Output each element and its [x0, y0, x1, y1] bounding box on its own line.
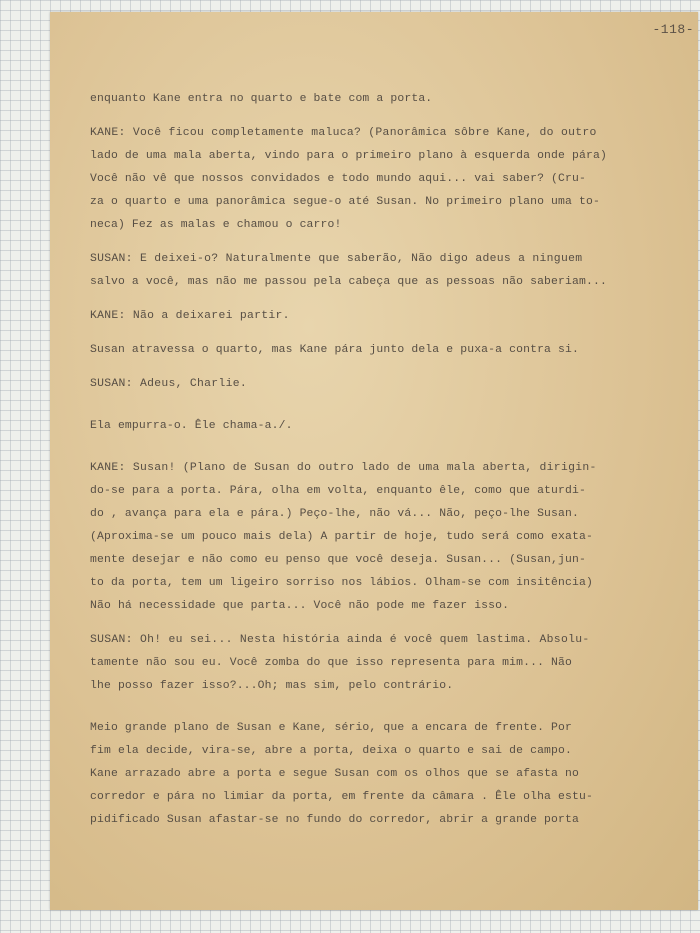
text-line: fim ela decide, vira-se, abre a porta, deixa o quarto e sai de campo.: [90, 745, 572, 757]
text-line: Você não vê que nossos convidados e todo mundo aqui... vai saber? (Cru-: [90, 173, 586, 185]
text-line: SUSAN: Oh! eu sei... Nesta história ainda é você quem lastima. Absolu-: [90, 634, 590, 646]
text-line: Não há necessidade que parta... Você não pode me fazer isso.: [90, 600, 510, 612]
paragraph-gap: [90, 362, 690, 373]
text-line: do-se para a porta. Pára, olha em volta, enquanto êle, como que aturdi-: [90, 485, 586, 497]
text-line: Ela empurra-o. Êle chama-a./.: [90, 420, 293, 432]
text-line: mente desejar e não como eu penso que você deseja. Susan... (Susan,jun-: [90, 554, 586, 566]
text-line: SUSAN: Adeus, Charlie.: [90, 378, 247, 390]
text-line: corredor e pára no limiar da porta, em frente da câmara . Êle olha estu-: [90, 791, 593, 803]
text-line: SUSAN: E deixei-o? Naturalmente que saberão, Não digo adeus a ninguem: [90, 253, 583, 265]
text-line: KANE: Você ficou completamente maluca? (Panorâmica sôbre Kane, do outro: [90, 127, 597, 139]
paragraph-gap: [90, 396, 690, 415]
text-line: Susan atravessa o quarto, mas Kane pára junto dela e puxa-a contra si.: [90, 344, 579, 356]
text-line: Meio grande plano de Susan e Kane, sério, que a encara de frente. Por: [90, 722, 572, 734]
text-line: KANE: Não a deixarei partir.: [90, 310, 290, 322]
text-line: lado de uma mala aberta, vindo para o primeiro plano à esquerda onde pára): [90, 150, 607, 162]
text-line: pidificado Susan afastar-se no fundo do corredor, abrir a grande porta: [90, 814, 579, 826]
paragraph-gap: [90, 328, 690, 339]
text-line: lhe posso fazer isso?...Oh; mas sim, pelo contrário.: [90, 680, 454, 692]
text-line: salvo a você, mas não me passou pela cabeça que as pessoas não saberiam...: [90, 276, 607, 288]
text-line: do , avança para ela e pára.) Peço-lhe, não vá... Não, peço-lhe Susan.: [90, 508, 579, 520]
paragraph-gap: [90, 111, 690, 122]
text-line: Kane arrazado abre a porta e segue Susan com os olhos que se afasta no: [90, 768, 579, 780]
text-line: neca) Fez as malas e chamou o carro!: [90, 219, 342, 231]
script-text: [90, 88, 690, 832]
text-line: za o quarto e uma panorâmica segue-o até Susan. No primeiro plano uma to-: [90, 196, 600, 208]
page-number: -118-: [652, 22, 694, 37]
paragraph-gap: [90, 237, 690, 248]
text-line: to da porta, tem um ligeiro sorriso nos lábios. Olham-se com insitência): [90, 577, 593, 589]
paragraph-gap: [90, 438, 690, 457]
paragraph-gap: [90, 294, 690, 305]
text-line: tamente não sou eu. Você zomba do que isso representa para mim... Não: [90, 657, 572, 669]
paragraph-gap: [90, 618, 690, 629]
text-line: KANE: Susan! (Plano de Susan do outro lado de uma mala aberta, dirigin-: [90, 462, 597, 474]
text-line: (Aproxima-se um pouco mais dela) A partir de hoje, tudo será como exata-: [90, 531, 593, 543]
text-line: enquanto Kane entra no quarto e bate com a porta.: [90, 93, 433, 105]
paragraph-gap: [90, 698, 690, 717]
